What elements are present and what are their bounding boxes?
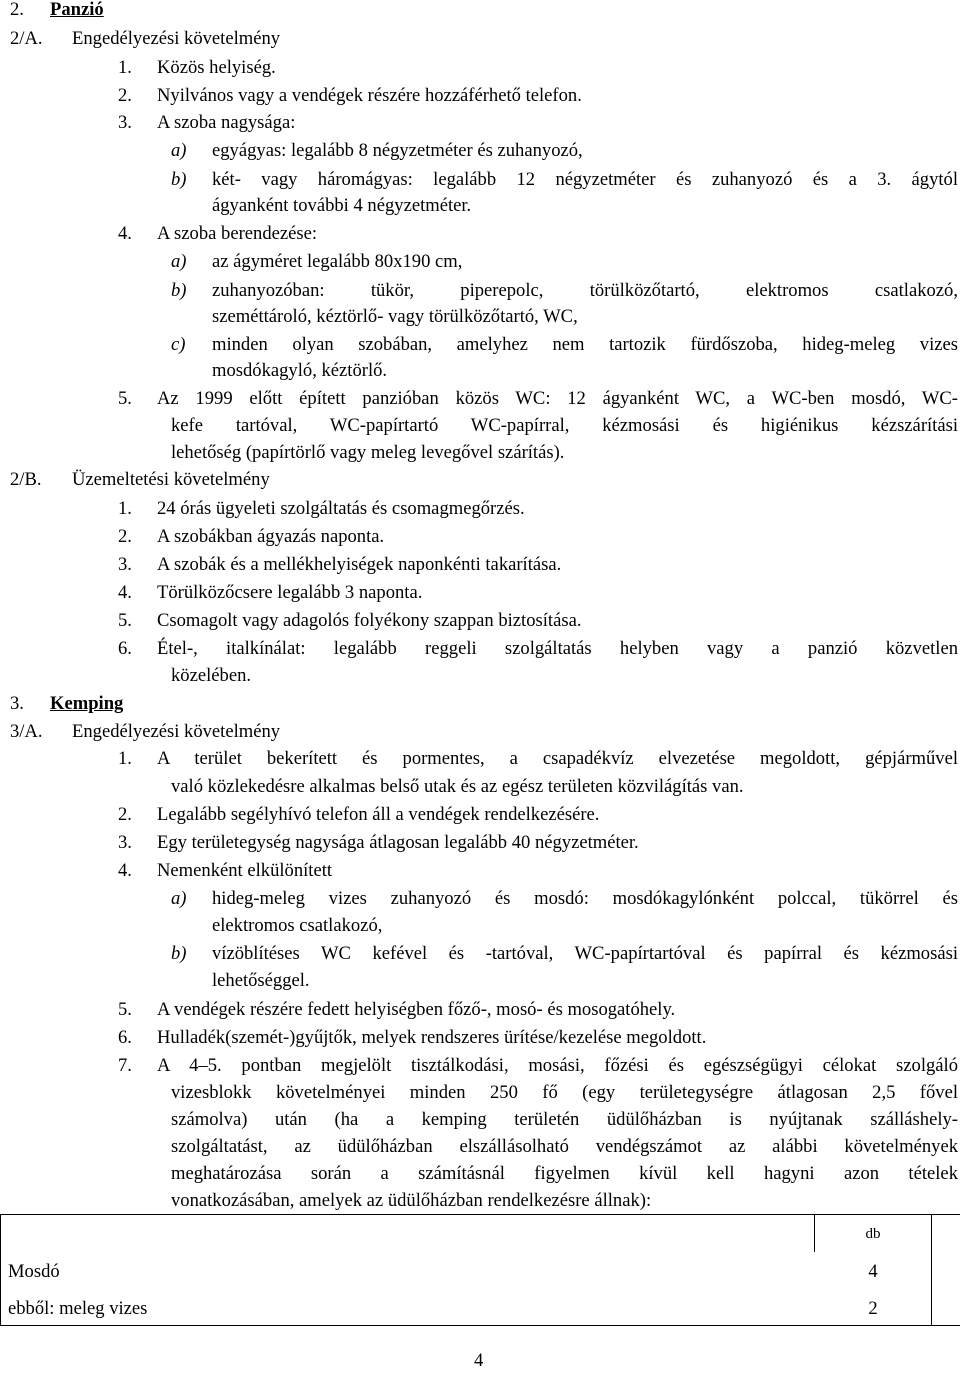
table-header-db: db <box>865 1226 881 1242</box>
item-number: 2. <box>118 526 132 547</box>
sub-letter: a) <box>171 888 187 909</box>
subsection-code: 2/B. <box>10 469 42 490</box>
item-text: Étel-, italkínálat: legalább reggeli szolgáltatás helyben vagy a panzió közvetlen <box>157 638 958 659</box>
item-text: számolva) után (ha a kemping területén üdülőházban is nyújtanak szálláshely- <box>171 1109 958 1130</box>
item-text: szolgáltatást, az üdülőházban elszállásolható vendégszámot az alábbi követelmények <box>171 1136 958 1157</box>
item-number: 5. <box>118 388 132 409</box>
item-text: közelében. <box>171 665 252 686</box>
subsection-code: 3/A. <box>10 721 43 742</box>
subsection-title: Engedélyezési követelmény <box>72 721 281 742</box>
sub-text: ágyanként további 4 négyzetméter. <box>212 195 472 216</box>
section-title: Panzió <box>50 0 104 20</box>
sub-text: vízöblítéses WC kefével és -tartóval, WC-papírtartóval és papírral és kézmosási <box>212 943 958 964</box>
subsection-code: 2/A. <box>10 28 43 49</box>
item-text: Egy területegység nagysága átlagosan legalább 40 négyzetméter. <box>157 832 639 853</box>
item-text: A szobák és a mellékhelyiségek naponkénti takarítása. <box>157 554 562 575</box>
item-text: Közös helyiség. <box>157 57 276 78</box>
item-number: 4. <box>118 582 132 603</box>
section-number: 3. <box>10 693 24 714</box>
sub-letter: b) <box>171 280 187 301</box>
item-text: meghatározása során a számításnál figyelmen kívül kell hagyni azon tételek <box>171 1163 958 1184</box>
item-number: 1. <box>118 498 132 519</box>
section-title: Kemping <box>50 693 124 714</box>
sub-text: elektromos csatlakozó, <box>212 915 383 936</box>
item-number: 6. <box>118 1027 132 1048</box>
sub-letter: c) <box>171 334 186 355</box>
section-number: 2. <box>10 0 24 20</box>
table-row-value: 4 <box>868 1261 878 1282</box>
item-text: Nyilvános vagy a vendégek részére hozzáférhető telefon. <box>157 85 582 106</box>
sub-text: az ágyméret legalább 80x190 cm, <box>212 251 463 272</box>
sub-text: szeméttároló, kéztörlő- vagy törülközőtartó, WC, <box>212 306 578 327</box>
item-text: A 4–5. pontban megjelölt tisztálkodási, mosási, főzési és egészségügyi célokat szolgáló <box>157 1055 958 1076</box>
item-number: 5. <box>118 610 132 631</box>
sub-text: két- vagy háromágyas: legalább 12 négyzetméter és zuhanyozó és a 3. ágytól <box>212 169 958 190</box>
item-number: 2. <box>118 85 132 106</box>
item-number: 5. <box>118 999 132 1020</box>
item-text: való közlekedésre alkalmas belső utak és az egész területen közvilágítás van. <box>171 776 744 797</box>
item-text: Nemenként elkülönített <box>157 860 333 881</box>
sub-letter: b) <box>171 169 187 190</box>
item-text: lehetőség (papírtörlő vagy meleg levegővel szárítás). <box>171 442 565 463</box>
table-border-top <box>0 1214 960 1215</box>
item-text: Csomagolt vagy adagolós folyékony szappan biztosítása. <box>157 610 582 631</box>
item-number: 7. <box>118 1055 132 1076</box>
item-text: 24 órás ügyeleti szolgáltatás és csomagmegőrzés. <box>157 498 525 519</box>
table-border-left <box>0 1214 1 1326</box>
sub-letter: a) <box>171 140 187 161</box>
table-border-column <box>931 1214 932 1326</box>
item-number: 3. <box>118 832 132 853</box>
item-text: A szoba berendezése: <box>157 223 318 244</box>
item-text: A terület bekerített és pormentes, a csapadékvíz elvezetése megoldott, gépjárművel <box>157 748 958 769</box>
table-row-label: Mosdó <box>8 1261 60 1282</box>
item-text: vonatkozásában, amelyek az üdülőházban rendelkezésre állnak): <box>171 1190 652 1211</box>
sub-text: zuhanyozóban: tükör, piperepolc, törülközőtartó, elektromos csatlakozó, <box>212 280 958 301</box>
item-number: 6. <box>118 638 132 659</box>
sub-text: hideg-meleg vizes zuhanyozó és mosdó: mosdókagylónként polccal, tükörrel és <box>212 888 958 909</box>
item-text: A szobákban ágyazás naponta. <box>157 526 385 547</box>
item-text: vizesblokk követelményei minden 250 fő (egy területegységre átlagosan 2,5 fővel <box>171 1082 958 1103</box>
item-number: 4. <box>118 223 132 244</box>
table-row-label: ebből: meleg vizes <box>8 1298 148 1319</box>
item-text: Legalább segélyhívó telefon áll a vendégek rendelkezésére. <box>157 804 600 825</box>
sub-letter: b) <box>171 943 187 964</box>
item-number: 1. <box>118 57 132 78</box>
item-text: Az 1999 előtt épített panzióban közös WC: 12 ágyanként WC, a WC-ben mosdó, WC- <box>157 388 958 409</box>
sub-text: lehetőséggel. <box>212 970 310 991</box>
subsection-title: Engedélyezési követelmény <box>72 28 281 49</box>
item-text: Hulladék(szemét-)gyűjtők, melyek rendszeres ürítése/kezelése megoldott. <box>157 1027 707 1048</box>
item-text: Törülközőcsere legalább 3 naponta. <box>157 582 423 603</box>
item-number: 3. <box>118 554 132 575</box>
item-text: A szoba nagysága: <box>157 112 296 133</box>
table-row-value: 2 <box>868 1298 878 1319</box>
item-text: kefe tartóval, WC-papírtartó WC-papírral, kézmosási és higiénikus kézszárítási <box>171 415 958 436</box>
item-number: 3. <box>118 112 132 133</box>
item-number: 2. <box>118 804 132 825</box>
item-number: 1. <box>118 748 132 769</box>
subsection-title: Üzemeltetési követelmény <box>72 469 270 490</box>
sub-text: minden olyan szobában, amelyhez nem tartozik fürdőszoba, hideg-meleg vizes <box>212 334 958 355</box>
item-text: A vendégek részére fedett helyiségben főző-, mosó- és mosogatóhely. <box>157 999 676 1020</box>
page-number: 4 <box>474 1350 484 1371</box>
sub-text: egyágyas: legalább 8 négyzetméter és zuhanyozó, <box>212 140 583 161</box>
sub-letter: a) <box>171 251 187 272</box>
sub-text: mosdókagyló, kéztörlő. <box>212 360 388 381</box>
table-border-bottom <box>0 1325 960 1326</box>
item-number: 4. <box>118 860 132 881</box>
